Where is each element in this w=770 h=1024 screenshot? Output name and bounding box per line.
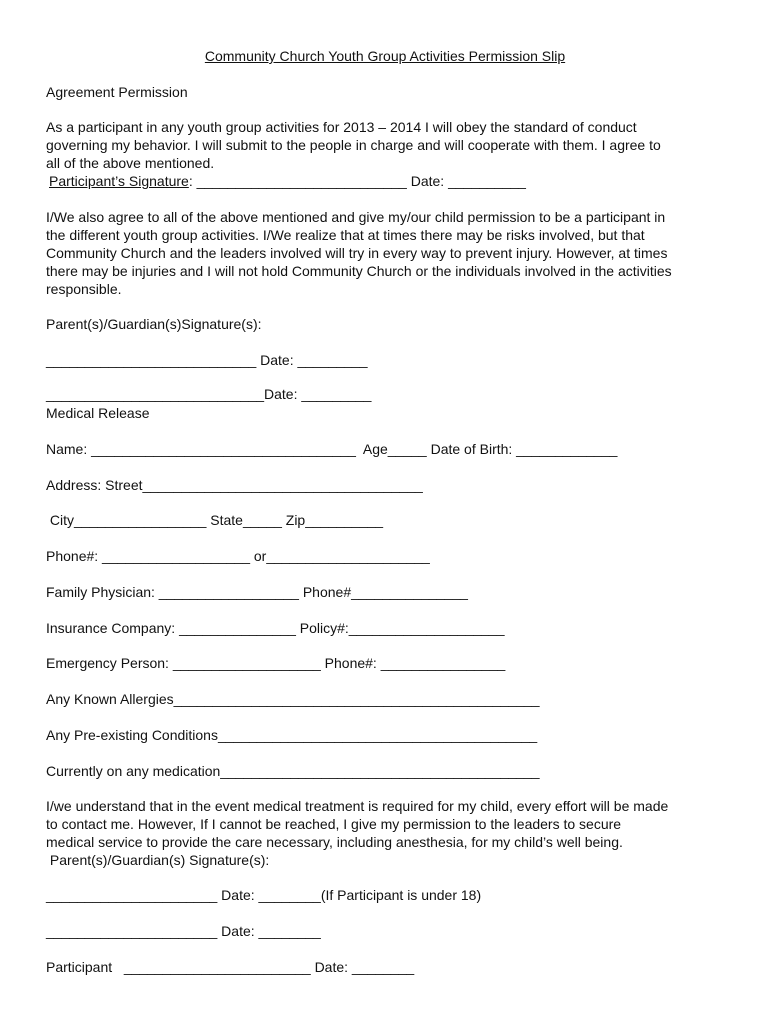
medical-release-heading: Medical Release	[46, 405, 150, 421]
parent-signature-heading: Parent(s)/Guardian(s)Signature(s):	[46, 316, 262, 332]
paragraph-line: responsible.	[46, 281, 122, 297]
address-field[interactable]: Address: Street____________________________________	[46, 477, 423, 493]
document-title: Community Church Youth Group Activities Permission Slip	[204, 48, 566, 64]
participant-signature-line[interactable]	[49, 172, 526, 190]
phone-field[interactable]: Phone#: ___________________ or_____________________	[46, 548, 430, 564]
medical-signature-heading: Parent(s)/Guardian(s) Signature(s):	[46, 852, 270, 868]
paragraph-line: to contact me. However, If I cannot be reached, I give my permission to the leaders to secure	[46, 816, 622, 832]
paragraph-line: all of the above mentioned.	[46, 155, 215, 171]
medical-paragraph	[46, 797, 736, 851]
conditions-field[interactable]: Any Pre-existing Conditions_________________________________________	[46, 727, 538, 743]
paragraph-line: governing my behavior. I will submit to the people in charge and will cooperate with them. I agree to	[46, 137, 661, 153]
participant-paragraph	[46, 118, 736, 172]
paragraph-line: I/We also agree to all of the above mentioned and give my/our child permission to be a participant in	[46, 209, 666, 225]
name-field[interactable]: Name: __________________________________ Age_____ Date of Birth: _____________	[46, 441, 618, 457]
emergency-person-field[interactable]: Emergency Person: ___________________ Phone#: ________________	[46, 655, 506, 671]
parent-signature-line-2[interactable]: ____________________________Date: _________	[46, 386, 372, 402]
allergies-field[interactable]: Any Known Allergies_______________________________________________	[46, 691, 540, 707]
participant-signature-final[interactable]: Participant ________________________ Date: ________	[46, 959, 415, 975]
parent-signature-line-1[interactable]: ___________________________ Date: _________	[46, 352, 368, 368]
agreement-heading: Agreement Permission	[46, 84, 188, 100]
paragraph-line: I/we understand that in the event medical treatment is required for my child, every effort will be made	[46, 798, 669, 814]
participant-signature-blank: : ___________________________	[188, 173, 411, 189]
participant-signature-date: Date: __________	[410, 173, 526, 189]
city-state-zip-field[interactable]: City_________________ State_____ Zip__________	[46, 512, 384, 528]
family-physician-field[interactable]: Family Physician: __________________ Phone#_______________	[46, 584, 468, 600]
medication-field[interactable]: Currently on any medication_________________________________________	[46, 763, 540, 779]
paragraph-line: there may be injuries and I will not hold Community Church or the individuals involved in the activities	[46, 263, 672, 279]
medical-signature-line-1[interactable]: ______________________ Date: ________(If Participant is under 18)	[46, 887, 482, 903]
parent-paragraph	[46, 208, 736, 298]
paragraph-line: the different youth group activities. I/We realize that at times there may be risks involved, but that	[46, 227, 645, 243]
paragraph-line: medical service to provide the care necessary, including anesthesia, for my child’s well being.	[46, 834, 623, 850]
paragraph-line: As a participant in any youth group activities for 2013 – 2014 I will obey the standard of conduct	[46, 119, 637, 135]
medical-signature-line-2[interactable]: ______________________ Date: ________	[46, 923, 321, 939]
participant-signature-label: Participant’s Signature	[49, 173, 189, 189]
insurance-field[interactable]: Insurance Company: _______________ Policy#:____________________	[46, 620, 505, 636]
paragraph-line: Community Church and the leaders involved will try in every way to prevent injury. However, at times	[46, 245, 668, 261]
